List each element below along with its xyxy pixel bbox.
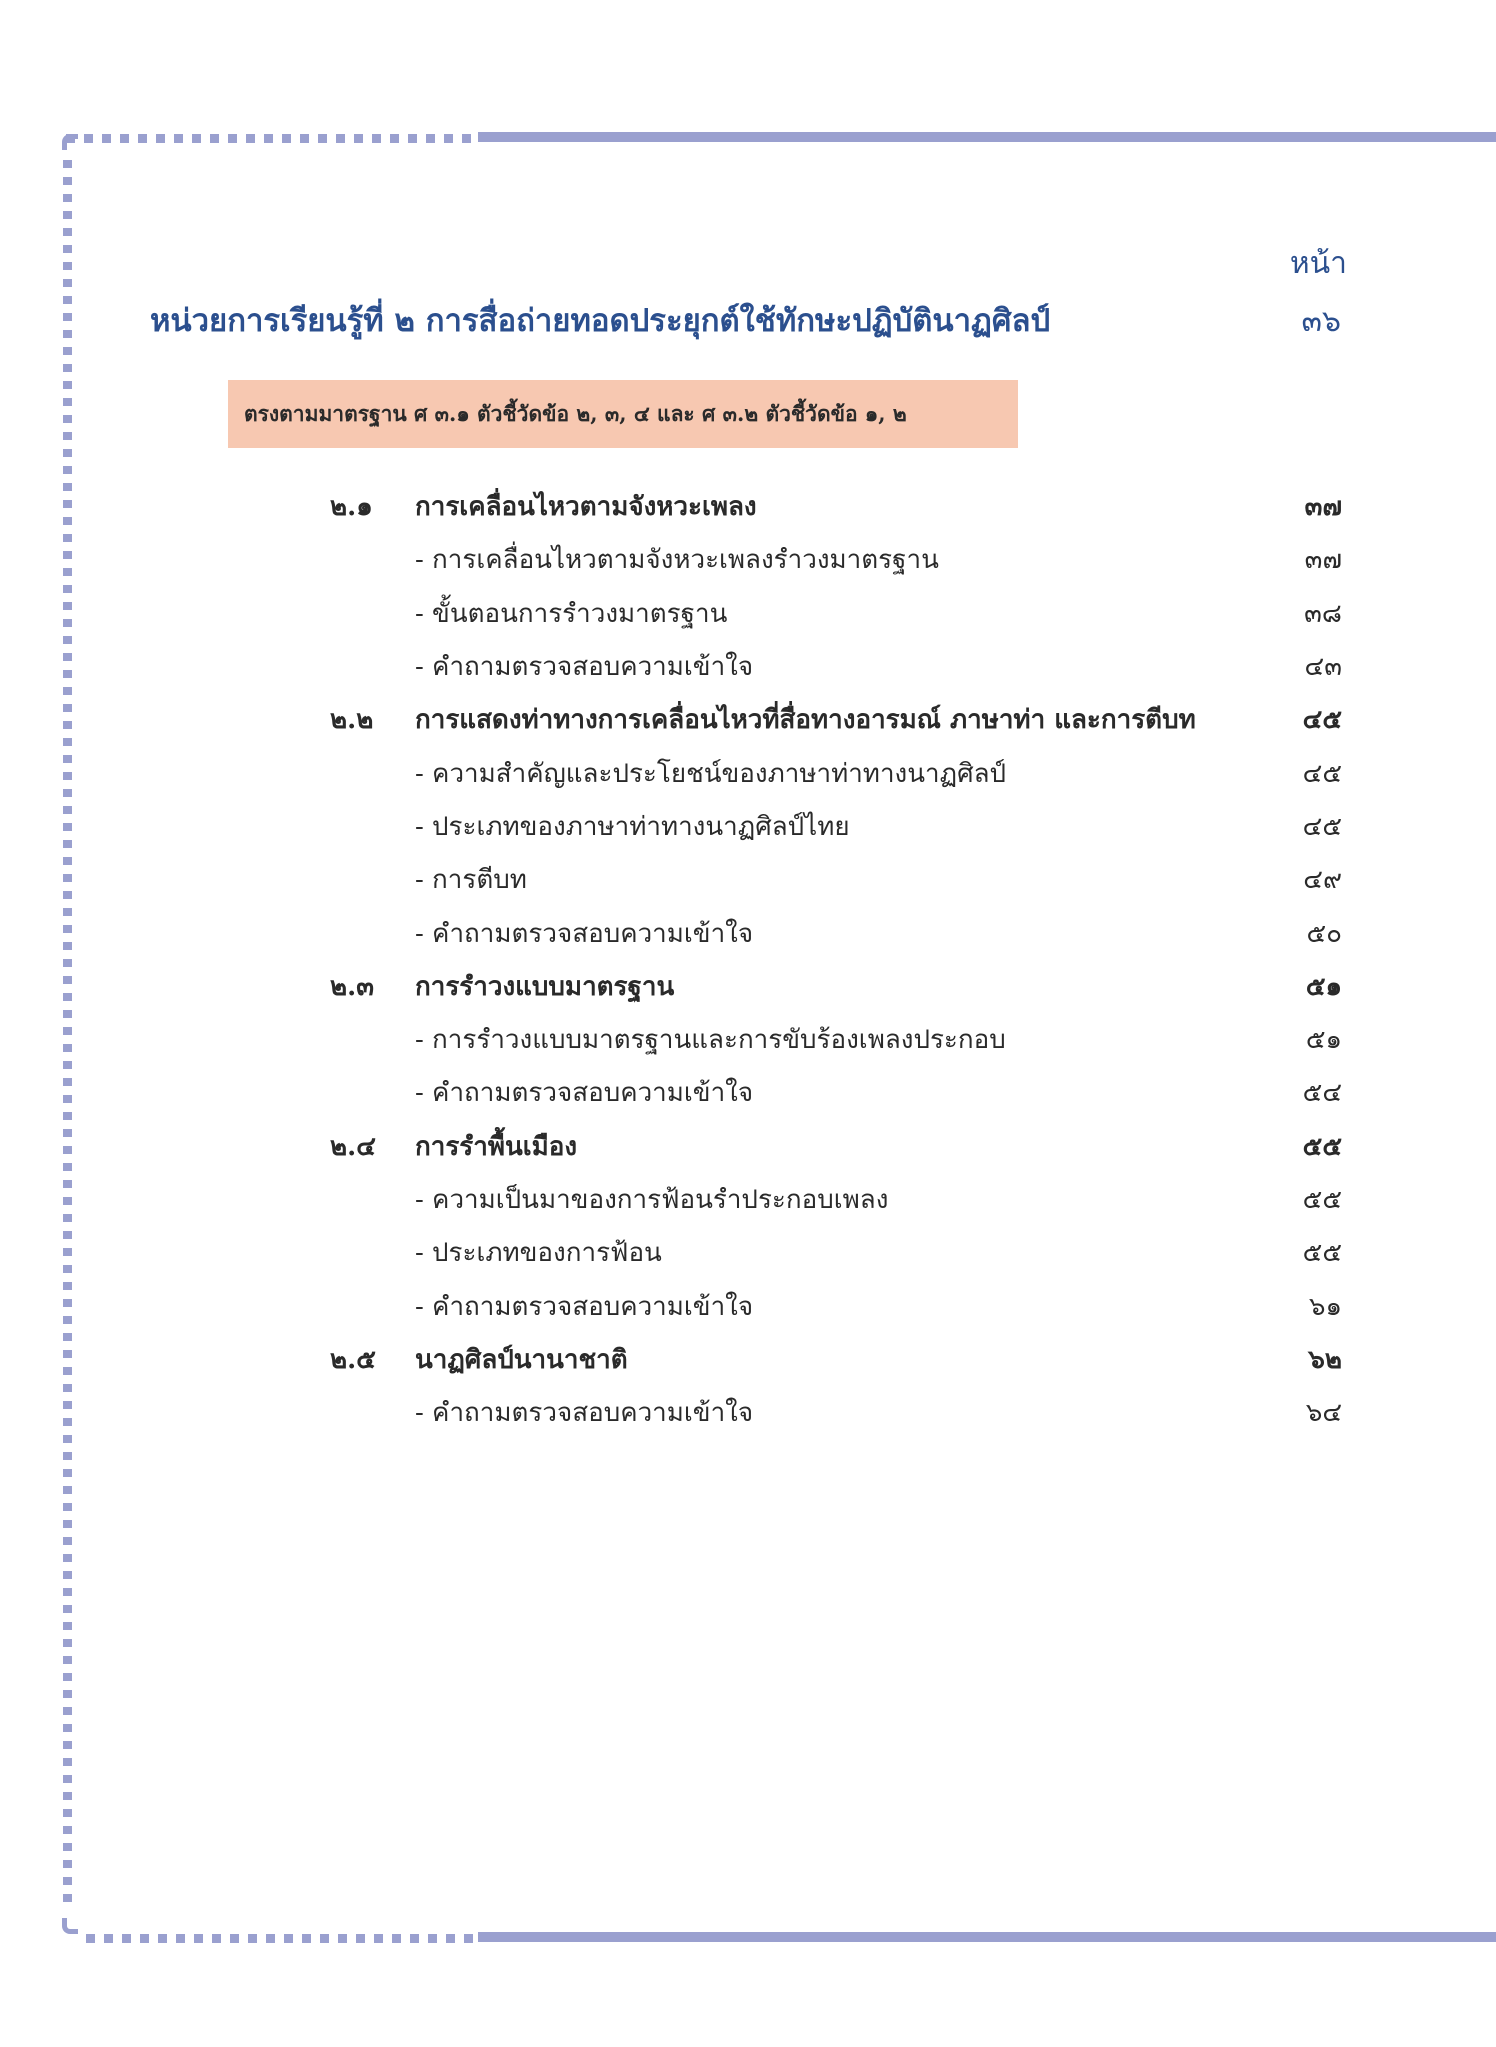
toc-section-title: การรำวงแบบมาตรฐาน — [415, 971, 675, 1002]
toc-item-title: - คำถามตรวจสอบความเข้าใจ — [415, 1291, 754, 1322]
toc-section-title: การแสดงท่าทางการเคลื่อนไหวที่สื่อทางอารมณ์ ภาษาท่า และการตีบท — [415, 705, 1196, 736]
toc-item[interactable] — [330, 853, 1342, 906]
standard-text: ตรงตามมาตรฐาน ศ ๓.๑ ตัวชี้วัดข้อ ๒, ๓, ๔ และ ศ ๓.๒ ตัวชี้วัดข้อ ๑, ๒ — [244, 400, 907, 426]
toc-page-number: ๖๒ — [1308, 1344, 1342, 1375]
toc-item[interactable] — [330, 746, 1342, 799]
page-column-label: หน้า — [1289, 246, 1347, 281]
toc-item-title: - คำถามตรวจสอบความเข้าใจ — [415, 1078, 754, 1109]
toc-section-2-4[interactable] — [330, 1120, 1342, 1173]
table-of-contents — [330, 480, 1342, 1439]
toc-section-number: ๒.๕ — [330, 1344, 376, 1375]
toc-section-number: ๒.๓ — [330, 971, 374, 1002]
frame-bottom-bar — [478, 1932, 1496, 1942]
toc-page-number: ๖๔ — [1305, 1398, 1342, 1429]
toc-page-number: ๓๗ — [1304, 545, 1342, 576]
toc-item-title: - การตีบท — [415, 865, 527, 896]
toc-page-number: ๕๕ — [1302, 1185, 1342, 1215]
toc-item-title: - ขั้นตอนการรำวงมาตรฐาน — [415, 598, 728, 629]
toc-item[interactable] — [330, 1386, 1342, 1439]
toc-item-title: - ประเภทของการฟ้อน — [415, 1238, 662, 1269]
toc-page-number: ๕๔ — [1302, 1078, 1342, 1109]
toc-page-number: ๔๕ — [1302, 811, 1342, 842]
toc-page-number: ๖๑ — [1308, 1291, 1342, 1322]
toc-page-number: ๔๙ — [1303, 865, 1342, 896]
toc-section-number: ๒.๔ — [330, 1131, 376, 1162]
toc-page-number: ๔๓ — [1304, 652, 1342, 683]
toc-item[interactable] — [330, 640, 1342, 693]
standard-banner — [228, 380, 1018, 448]
toc-section-2-1[interactable] — [330, 480, 1342, 533]
toc-item-title: - ความสำคัญและประโยชน์ของภาษาท่าทางนาฏศิลป์ — [415, 758, 1007, 789]
toc-item[interactable] — [330, 1173, 1342, 1226]
toc-page-number: ๕๐ — [1306, 918, 1342, 949]
toc-item[interactable] — [330, 800, 1342, 853]
frame-corner-top — [62, 134, 78, 150]
toc-section-number: ๒.๒ — [330, 705, 374, 736]
toc-item[interactable] — [330, 1013, 1342, 1066]
toc-page-number: ๕๕ — [1302, 1131, 1342, 1162]
frame-top-bar — [478, 132, 1496, 142]
toc-section-title: การเคลื่อนไหวตามจังหวะเพลง — [415, 492, 757, 523]
toc-page-number: ๔๕ — [1302, 705, 1342, 736]
toc-section-number: ๒.๑ — [330, 492, 373, 523]
frame-corner-bottom — [62, 1918, 78, 1934]
toc-item[interactable] — [330, 906, 1342, 959]
toc-item[interactable] — [330, 533, 1342, 586]
toc-page-number: ๕๑ — [1305, 1025, 1342, 1056]
toc-item[interactable] — [330, 1279, 1342, 1332]
toc-section-title: การรำพื้นเมือง — [415, 1131, 578, 1162]
frame-top-dotted-line — [66, 134, 476, 143]
toc-page-number: ๔๕ — [1302, 758, 1342, 789]
unit-page-number: ๓๖ — [1301, 304, 1341, 339]
toc-page-number: ๕๑ — [1305, 971, 1342, 1002]
toc-item-title: - การรำวงแบบมาตรฐานและการขับร้องเพลงประกอบ — [415, 1025, 1006, 1056]
frame-bottom-dotted-line — [86, 1934, 476, 1943]
toc-item-title: - คำถามตรวจสอบความเข้าใจ — [415, 918, 754, 949]
toc-item[interactable] — [330, 1066, 1342, 1119]
toc-section-2-2[interactable] — [330, 693, 1342, 746]
toc-item[interactable] — [330, 587, 1342, 640]
toc-section-2-3[interactable] — [330, 960, 1342, 1013]
toc-page-number: ๕๕ — [1302, 1238, 1342, 1269]
toc-page-number: ๓๗ — [1304, 492, 1342, 523]
toc-item-title: - การเคลื่อนไหวตามจังหวะเพลงรำวงมาตรฐาน — [415, 545, 939, 576]
toc-page-number: ๓๘ — [1304, 598, 1342, 629]
toc-item-title: - ประเภทของภาษาท่าทางนาฏศิลป์ไทย — [415, 811, 850, 842]
frame-left-dotted-line — [63, 160, 72, 1910]
toc-section-title: นาฏศิลป์นานาชาติ — [415, 1344, 628, 1375]
toc-item[interactable] — [330, 1226, 1342, 1279]
toc-section-2-5[interactable] — [330, 1333, 1342, 1386]
toc-item-title: - ความเป็นมาของการฟ้อนรำประกอบเพลง — [415, 1185, 889, 1215]
toc-item-title: - คำถามตรวจสอบความเข้าใจ — [415, 1398, 754, 1429]
unit-title: หน่วยการเรียนรู้ที่ ๒ การสื่อถ่ายทอดประยุกต์ใช้ทักษะปฏิบัตินาฏศิลป์ — [150, 303, 1051, 339]
toc-item-title: - คำถามตรวจสอบความเข้าใจ — [415, 652, 754, 683]
